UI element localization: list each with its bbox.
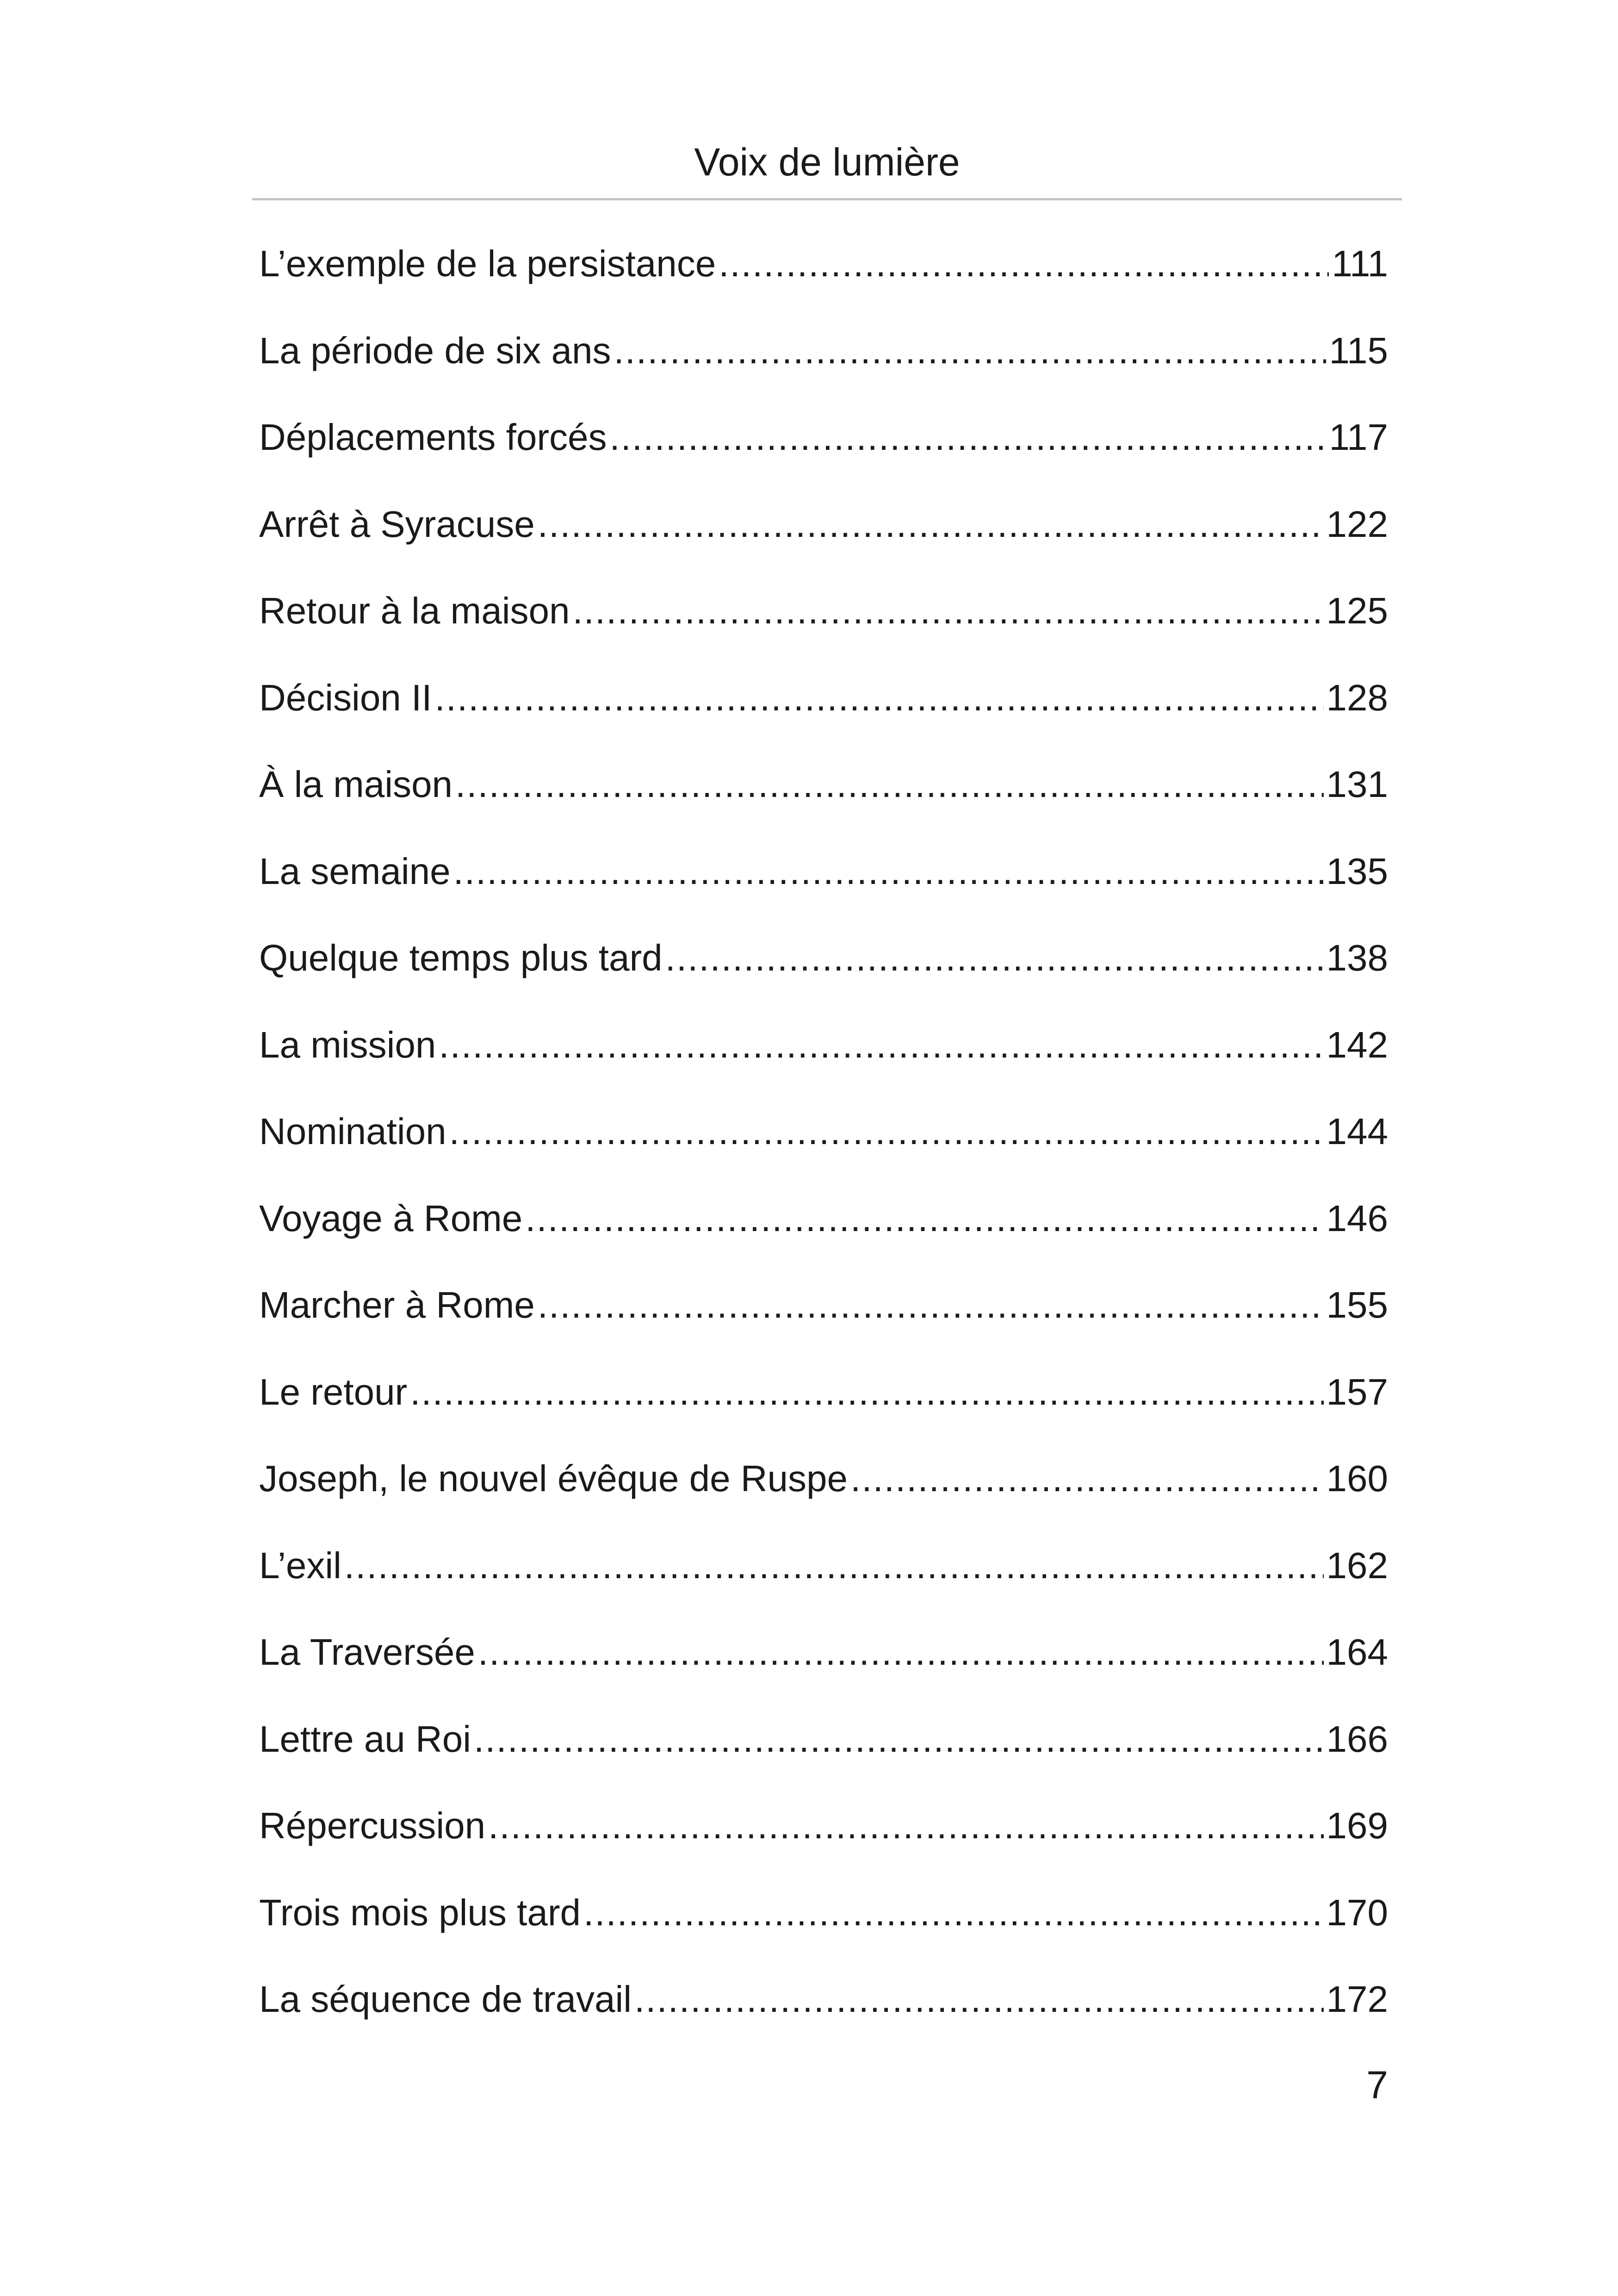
- toc-dot-leader: [665, 928, 1324, 988]
- toc-entry-title: Joseph, le nouvel évêque de Ruspe: [259, 1458, 848, 1499]
- toc-entry[interactable]: [259, 321, 1388, 408]
- toc-dot-leader: [525, 1188, 1323, 1249]
- toc-entry-page: 160: [1326, 1458, 1388, 1499]
- page-header-title: Voix de lumière: [694, 140, 960, 184]
- toc-entry-page: 162: [1326, 1544, 1388, 1586]
- toc-entry[interactable]: [259, 581, 1388, 668]
- toc-entry[interactable]: [259, 1362, 1388, 1449]
- toc-entry-title: La séquence de travail: [259, 1979, 632, 2020]
- header-divider: [252, 198, 1402, 200]
- toc-dot-leader: [609, 407, 1326, 467]
- toc-entry-page: 155: [1326, 1284, 1388, 1325]
- toc-entry-page: 111: [1332, 243, 1388, 284]
- toc-dot-leader: [410, 1362, 1323, 1422]
- toc-entry-title: Retour à la maison: [259, 590, 570, 631]
- toc-entry-title: La Traversée: [259, 1631, 475, 1673]
- toc-entry-title: À la maison: [259, 764, 453, 805]
- toc-dot-leader: [583, 1883, 1324, 1943]
- toc-entry-page: 128: [1326, 677, 1388, 718]
- toc-entry[interactable]: [259, 1101, 1388, 1188]
- page-number: 7: [1366, 2063, 1388, 2107]
- toc-dot-leader: [572, 581, 1323, 641]
- toc-entry[interactable]: [259, 928, 1388, 1015]
- toc-entry-title: L’exemple de la persistance: [259, 243, 716, 284]
- toc-entry-page: 146: [1326, 1197, 1388, 1239]
- toc-entry-page: 125: [1326, 590, 1388, 631]
- toc-dot-leader: [850, 1449, 1323, 1509]
- toc-entry-title: Décision II: [259, 677, 432, 718]
- toc-entry[interactable]: [259, 1536, 1388, 1623]
- toc-entry-title: Voyage à Rome: [259, 1197, 523, 1239]
- toc-dot-leader: [538, 1275, 1324, 1335]
- toc-entry-title: Lettre au Roi: [259, 1718, 471, 1760]
- toc-entry-title: La période de six ans: [259, 330, 611, 371]
- toc-entry[interactable]: [259, 494, 1388, 581]
- toc-entry-title: Nomination: [259, 1111, 446, 1152]
- toc-entry[interactable]: [259, 1622, 1388, 1709]
- table-of-contents: [259, 234, 1388, 2056]
- toc-entry-title: La semaine: [259, 850, 451, 892]
- toc-entry[interactable]: [259, 1188, 1388, 1276]
- toc-entry-title: Arrêt à Syracuse: [259, 503, 535, 545]
- toc-dot-leader: [474, 1709, 1323, 1769]
- toc-entry[interactable]: [259, 1449, 1388, 1536]
- toc-entry[interactable]: [259, 1883, 1388, 1970]
- toc-entry-title: Quelque temps plus tard: [259, 937, 663, 978]
- toc-entry-page: 166: [1326, 1718, 1388, 1760]
- toc-entry-page: 170: [1326, 1892, 1388, 1933]
- toc-dot-leader: [453, 841, 1324, 902]
- toc-entry-page: 157: [1326, 1371, 1388, 1412]
- toc-dot-leader: [478, 1622, 1324, 1682]
- toc-dot-leader: [449, 1101, 1324, 1162]
- toc-entry[interactable]: [259, 1015, 1388, 1102]
- toc-entry[interactable]: [259, 1709, 1388, 1796]
- toc-entry[interactable]: [259, 754, 1388, 841]
- toc-entry-page: 169: [1326, 1805, 1388, 1846]
- toc-dot-leader: [488, 1796, 1323, 1856]
- toc-entry[interactable]: [259, 841, 1388, 928]
- toc-dot-leader: [538, 494, 1324, 554]
- toc-entry[interactable]: [259, 1796, 1388, 1883]
- toc-entry-title: Déplacements forcés: [259, 417, 607, 458]
- toc-entry-page: 138: [1326, 937, 1388, 978]
- toc-entry[interactable]: [259, 668, 1388, 755]
- toc-entry-page: 131: [1326, 764, 1388, 805]
- toc-dot-leader: [455, 754, 1324, 815]
- toc-entry[interactable]: [259, 234, 1388, 321]
- toc-entry-page: 142: [1326, 1024, 1388, 1065]
- toc-entry-title: Répercussion: [259, 1805, 486, 1846]
- toc-dot-leader: [719, 234, 1329, 294]
- toc-entry-page: 172: [1326, 1979, 1388, 2020]
- toc-entry[interactable]: [259, 407, 1388, 494]
- toc-dot-leader: [344, 1536, 1324, 1596]
- toc-entry-title: Trois mois plus tard: [259, 1892, 581, 1933]
- toc-entry-title: L’exil: [259, 1544, 341, 1586]
- toc-entry-title: Le retour: [259, 1371, 408, 1412]
- toc-entry-page: 164: [1326, 1631, 1388, 1673]
- toc-entry-page: 144: [1326, 1111, 1388, 1152]
- toc-entry[interactable]: [259, 1969, 1388, 2056]
- toc-dot-leader: [439, 1015, 1323, 1075]
- toc-entry-title: Marcher à Rome: [259, 1284, 535, 1325]
- toc-dot-leader: [634, 1969, 1324, 2029]
- toc-entry-page: 135: [1326, 850, 1388, 892]
- toc-dot-leader: [614, 321, 1327, 381]
- toc-entry-page: 117: [1329, 417, 1388, 458]
- toc-entry[interactable]: [259, 1275, 1388, 1362]
- toc-entry-page: 115: [1329, 330, 1388, 371]
- toc-entry-title: La mission: [259, 1024, 436, 1065]
- toc-entry-page: 122: [1326, 503, 1388, 545]
- toc-dot-leader: [434, 668, 1323, 728]
